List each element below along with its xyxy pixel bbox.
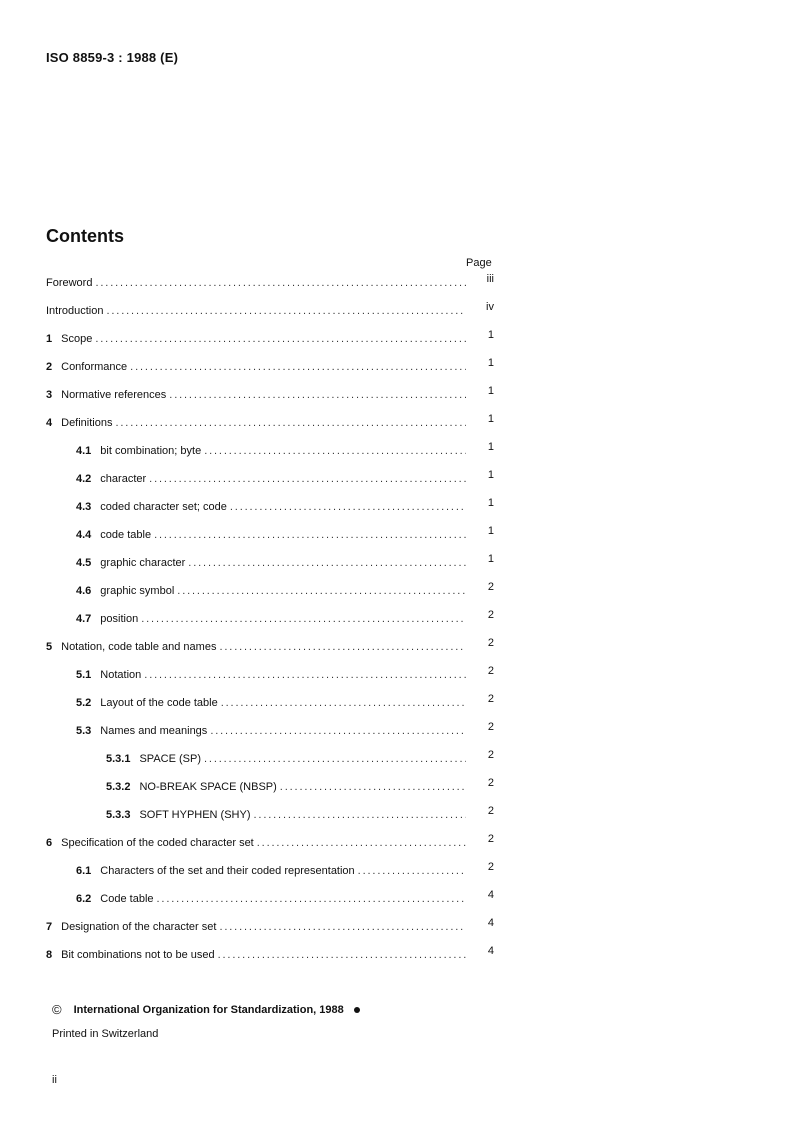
toc-entry-number: 4.2 — [76, 473, 92, 485]
dot-leader — [210, 724, 466, 738]
toc-entry-number: 8 — [46, 949, 53, 961]
dot-leader — [218, 948, 466, 962]
dot-leader — [358, 864, 466, 878]
toc-entry-number: 5.3 — [76, 725, 92, 737]
toc-entry-number: 5.2 — [76, 697, 92, 709]
toc-entry[interactable] — [46, 357, 494, 388]
toc-entry[interactable] — [46, 889, 494, 920]
dot-leader — [204, 752, 466, 766]
toc-entry-label: graphic character — [100, 557, 186, 569]
toc-entry-number: 2 — [46, 361, 53, 373]
dot-leader — [141, 612, 466, 626]
toc-entry-number: 4.1 — [76, 445, 92, 457]
toc-entry-label: Characters of the set and their coded representation — [100, 865, 355, 877]
toc-entry-page: iv — [486, 301, 494, 313]
toc-entry[interactable] — [46, 609, 494, 640]
toc-entry[interactable] — [46, 805, 494, 836]
toc-entry-number: 4 — [46, 417, 53, 429]
dot-leader — [157, 892, 466, 906]
toc-entry-label: Bit combinations not to be used — [61, 949, 215, 961]
toc-entry-page: iii — [486, 273, 494, 285]
toc-entry-page: 1 — [487, 441, 494, 453]
toc-entry-label: Code table — [100, 893, 154, 905]
toc-entry-page: 2 — [487, 749, 494, 761]
dot-leader — [115, 416, 466, 430]
toc-entry-label: NO-BREAK SPACE (NBSP) — [139, 781, 277, 793]
toc-entry-label: Layout of the code table — [100, 697, 218, 709]
dot-leader — [219, 920, 466, 934]
toc-entry-page: 1 — [487, 497, 494, 509]
toc-entry[interactable] — [46, 553, 494, 584]
toc-entry-page: 1 — [487, 413, 494, 425]
toc-entry-label: Foreword — [46, 277, 93, 289]
toc-entry-label: Introduction — [46, 305, 104, 317]
dot-leader — [95, 332, 466, 346]
dot-leader — [149, 472, 466, 486]
toc-entry[interactable] — [46, 945, 494, 976]
toc-entry-page: 4 — [487, 917, 494, 929]
toc-entry[interactable] — [46, 329, 494, 360]
toc-entry[interactable] — [46, 525, 494, 556]
toc-entry-page: 2 — [487, 665, 494, 677]
toc-entry[interactable] — [46, 497, 494, 528]
copyright-text: International Organization for Standardization, 1988 — [73, 1003, 344, 1016]
toc-entry-number: 4.3 — [76, 501, 92, 513]
toc-entry-page: 2 — [487, 721, 494, 733]
toc-entry-number: 6 — [46, 837, 53, 849]
toc-entry[interactable] — [46, 777, 494, 808]
toc-entry-label: graphic symbol — [100, 585, 175, 597]
toc-entry-number: 6.1 — [76, 865, 92, 877]
toc-entry-label: bit combination; byte — [100, 445, 202, 457]
toc-entry-label: position — [100, 613, 139, 625]
toc-entry[interactable] — [46, 917, 494, 948]
toc-entry-page: 4 — [487, 945, 494, 957]
dot-leader — [219, 640, 466, 654]
toc-entry[interactable] — [46, 441, 494, 472]
dot-leader — [204, 444, 466, 458]
printed-in: Printed in Switzerland — [52, 1028, 159, 1040]
toc-entry[interactable] — [46, 637, 494, 668]
dot-leader — [154, 528, 466, 542]
toc-entry-label: Scope — [61, 333, 93, 345]
toc-entry-number: 1 — [46, 333, 53, 345]
toc-entry-number: 7 — [46, 921, 53, 933]
toc-entry-number: 3 — [46, 389, 53, 401]
toc-entry-label: Specification of the coded character set — [61, 837, 254, 849]
dot-leader — [254, 808, 467, 822]
copyright-line — [52, 1002, 360, 1017]
toc-entry-page: 1 — [487, 385, 494, 397]
dot-leader — [221, 696, 466, 710]
toc-entry-page: 2 — [487, 833, 494, 845]
toc-entry[interactable] — [46, 301, 494, 332]
toc-entry-page: 1 — [487, 357, 494, 369]
toc-entry-label: Notation — [100, 669, 142, 681]
toc-entry-number: 5.3.3 — [106, 809, 131, 821]
toc-entry-number: 4.6 — [76, 585, 92, 597]
toc-entry-page: 2 — [487, 693, 494, 705]
toc-entry[interactable] — [46, 721, 494, 752]
toc-entry-label: Designation of the character set — [61, 921, 217, 933]
toc-entry-label: coded character set; code — [100, 501, 227, 513]
toc-entry[interactable] — [46, 385, 494, 416]
toc-entry-page: 1 — [487, 553, 494, 565]
toc-entry-label: SOFT HYPHEN (SHY) — [139, 809, 251, 821]
toc-entry[interactable] — [46, 469, 494, 500]
page-number: ii — [52, 1074, 57, 1086]
toc-entry-number: 5 — [46, 641, 53, 653]
dot-leader — [230, 500, 466, 514]
toc-entry[interactable] — [46, 749, 494, 780]
toc-entry-page: 1 — [487, 329, 494, 341]
toc-entry-label: Conformance — [61, 361, 128, 373]
toc-entry-number: 4.7 — [76, 613, 92, 625]
toc-entry-page: 1 — [487, 525, 494, 537]
dot-leader — [177, 584, 466, 598]
dot-leader — [169, 388, 466, 402]
toc-entry-page: 2 — [487, 609, 494, 621]
toc-entry-label: Names and meanings — [100, 725, 208, 737]
toc-entry[interactable] — [46, 413, 494, 444]
table-of-contents — [46, 273, 494, 976]
toc-entry-label: Notation, code table and names — [61, 641, 217, 653]
dot-leader — [106, 304, 466, 318]
toc-entry-page: 2 — [487, 777, 494, 789]
toc-entry[interactable] — [46, 861, 494, 892]
toc-entry-page: 4 — [487, 889, 494, 901]
toc-entry[interactable] — [46, 581, 494, 612]
toc-entry-number: 5.1 — [76, 669, 92, 681]
toc-entry-number: 4.5 — [76, 557, 92, 569]
toc-entry[interactable] — [46, 665, 494, 696]
toc-entry[interactable] — [46, 693, 494, 724]
dot-leader — [280, 780, 466, 794]
dot-leader — [257, 836, 466, 850]
toc-entry-page: 2 — [487, 861, 494, 873]
toc-entry-number: 4.4 — [76, 529, 92, 541]
document-id: ISO 8859-3 : 1988 (E) — [46, 50, 179, 65]
toc-entry[interactable] — [46, 273, 494, 304]
contents-title: Contents — [46, 226, 124, 246]
dot-leader — [188, 556, 466, 570]
toc-entry-page: 1 — [487, 469, 494, 481]
toc-entry-label: SPACE (SP) — [139, 753, 201, 765]
toc-entry-label: code table — [100, 529, 152, 541]
page-column-label: Page — [466, 257, 492, 269]
dot-leader — [130, 360, 466, 374]
copyright-icon: © — [52, 1002, 62, 1017]
bullet-icon — [354, 1007, 360, 1013]
dot-leader — [95, 276, 466, 290]
toc-entry-label: Normative references — [61, 389, 167, 401]
toc-entry-page: 2 — [487, 637, 494, 649]
toc-entry-number: 5.3.1 — [106, 753, 131, 765]
toc-entry-page: 2 — [487, 805, 494, 817]
toc-entry-label: character — [100, 473, 147, 485]
toc-entry-number: 6.2 — [76, 893, 92, 905]
toc-entry[interactable] — [46, 833, 494, 864]
toc-entry-number: 5.3.2 — [106, 781, 131, 793]
toc-entry-label: Definitions — [61, 417, 113, 429]
toc-entry-page: 2 — [487, 581, 494, 593]
dot-leader — [144, 668, 466, 682]
